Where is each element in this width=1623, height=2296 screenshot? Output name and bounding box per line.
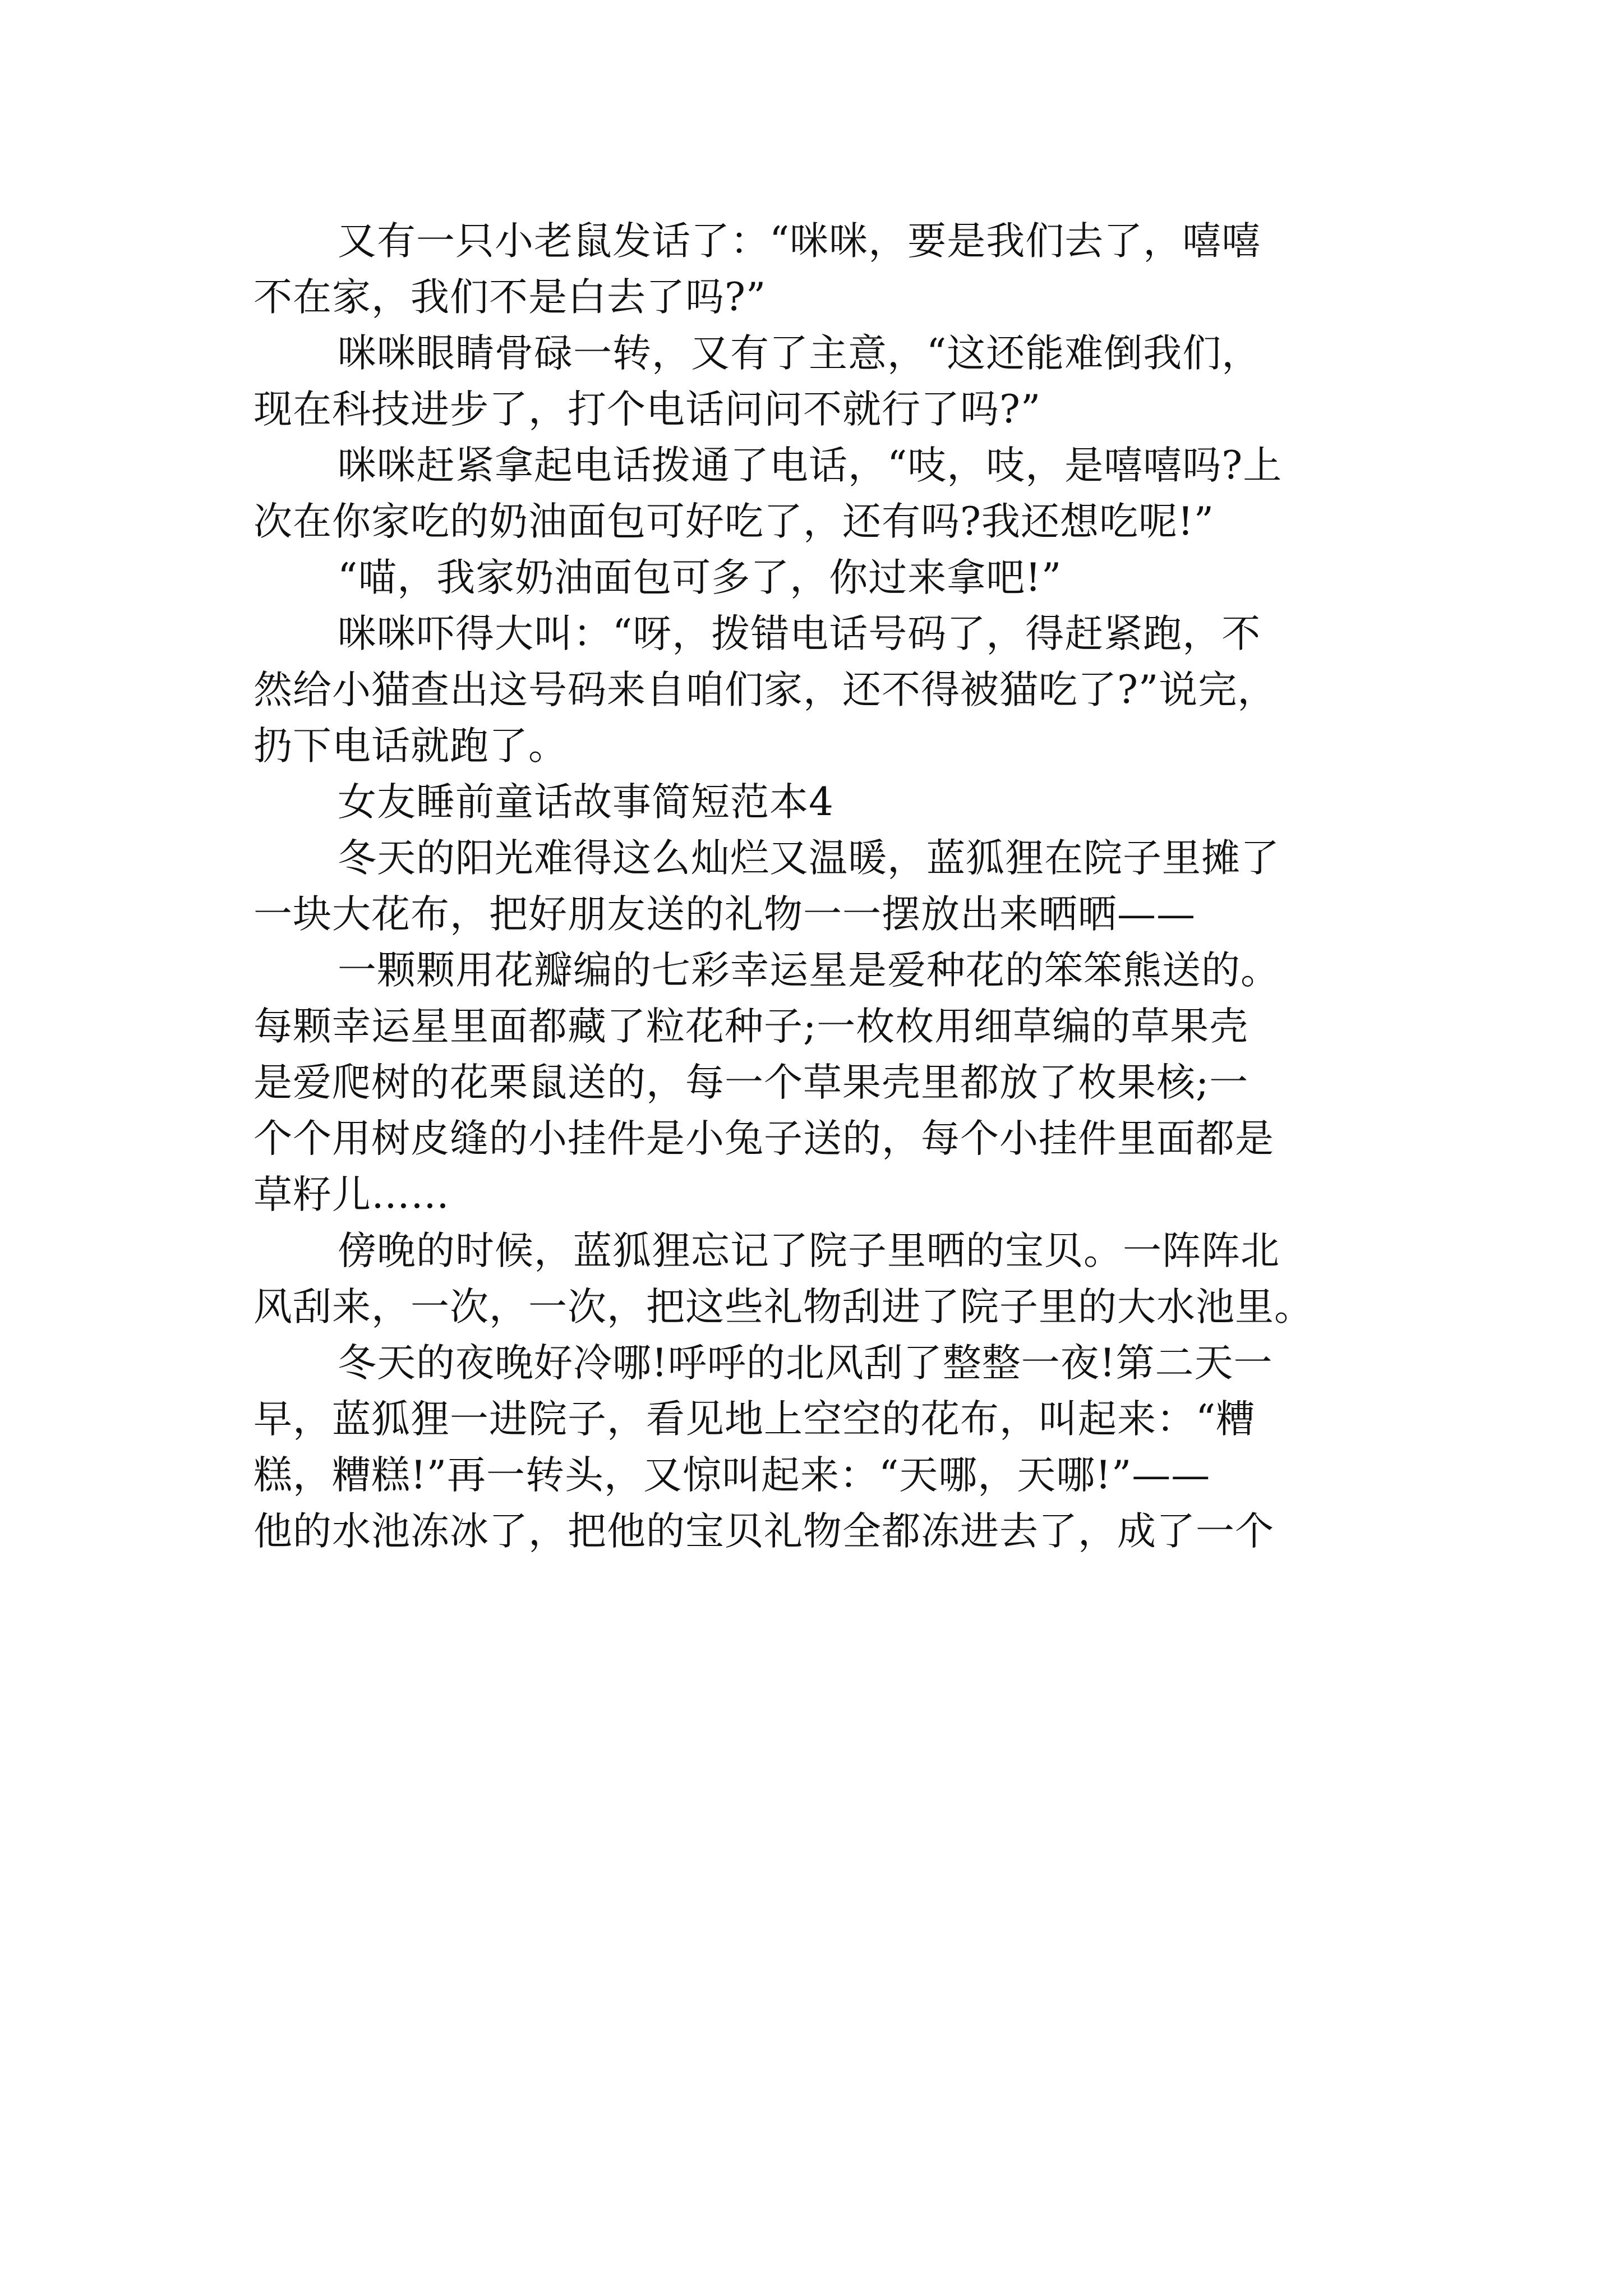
paragraph-line: 风刮来，一次，一次，把这些礼物刮进了院子里的大水池里。	[253, 1285, 1313, 1329]
paragraph-line: 个个用树皮缝的小挂件是小兔子送的，每个小挂件里面都是	[253, 1116, 1274, 1161]
paragraph-line: “喵，我家奶油面包可多了，你过来拿吧!”	[338, 555, 1062, 600]
paragraph-line: 又有一只小老鼠发话了：“咪咪，要是我们去了，嘻嘻	[338, 219, 1261, 264]
paragraph-line: 一块大花布，把好朋友送的礼物一一摆放出来晒晒——	[253, 892, 1196, 937]
paragraph-line: 现在科技进步了，打个电话问问不就行了吗?”	[253, 387, 1041, 432]
paragraph-line: 是爱爬树的花栗鼠送的，每一个草果壳里都放了枚果核;一	[253, 1060, 1249, 1105]
paragraph-line: 不在家，我们不是白去了吗?”	[253, 275, 767, 320]
paragraph-line: 傍晚的时候，蓝狐狸忘记了院子里晒的宝贝。一阵阵北	[338, 1228, 1280, 1273]
paragraph-line: 咪咪吓得大叫：“呀，拨错电话号码了，得赶紧跑，不	[338, 611, 1261, 656]
paragraph-line: 早，蓝狐狸一进院子，看见地上空空的花布，叫起来：“糟	[253, 1397, 1256, 1442]
section-title: 女友睡前童话故事简短范本4	[338, 780, 834, 825]
paragraph-line: 冬天的夜晚好冷哪!呼呼的北风刮了整整一夜!第二天一	[338, 1341, 1273, 1386]
paragraph-line: 糕，糟糕!”再一转头，又惊叫起来：“天哪，天哪!”——	[253, 1453, 1211, 1498]
paragraph-line: 咪咪眼睛骨碌一转，又有了主意，“这还能难倒我们，	[338, 331, 1261, 376]
paragraph-line: 次在你家吃的奶油面包可好吃了，还有吗?我还想吃呢!”	[253, 499, 1214, 544]
paragraph-line: 草籽儿……	[253, 1172, 450, 1217]
paragraph-line: 他的水池冻冰了，把他的宝贝礼物全都冻进去了，成了一个	[253, 1509, 1274, 1554]
paragraph-line: 一颗颗用花瓣编的七彩幸运星是爱种花的笨笨熊送的。	[338, 948, 1280, 993]
paragraph-line: 扔下电话就跑了。	[253, 724, 568, 769]
paragraph-line: 冬天的阳光难得这么灿烂又温暖，蓝狐狸在院子里摊了	[338, 836, 1280, 881]
paragraph-line: 每颗幸运星里面都藏了粒花种子;一枚枚用细草编的草果壳	[253, 1004, 1249, 1049]
paragraph-line: 然给小猫查出这号码来自咱们家，还不得被猫吃了?”说完，	[253, 668, 1277, 712]
paragraph-line: 咪咪赶紧拿起电话拨通了电话，“吱，吱，是嘻嘻吗?上	[338, 443, 1283, 488]
document-page	[253, 213, 1392, 1559]
